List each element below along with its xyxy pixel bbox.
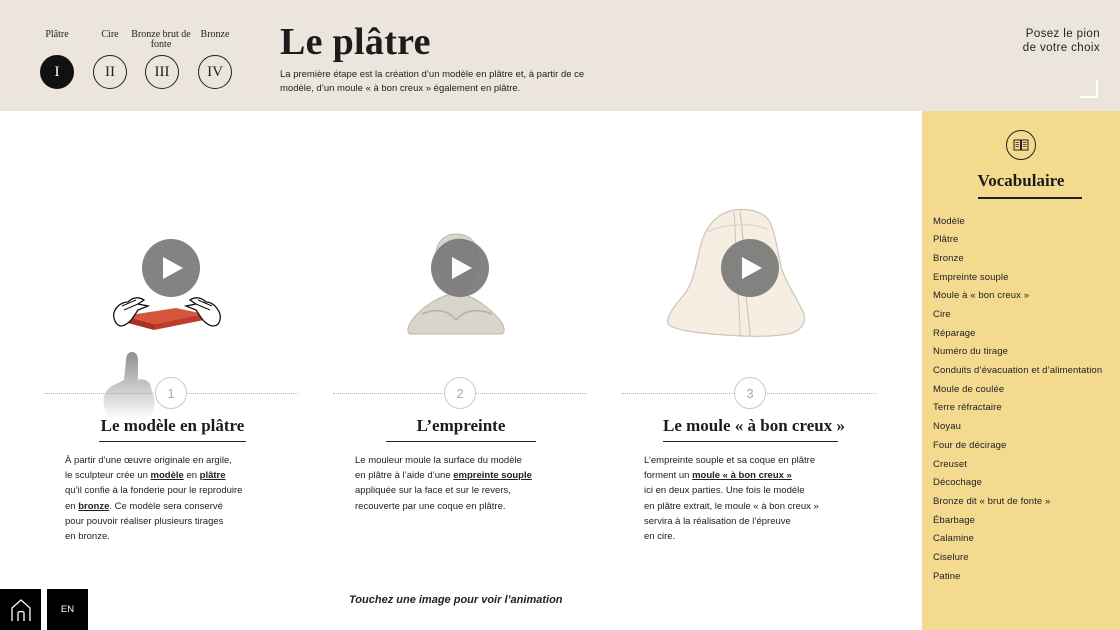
step-label-platre: Plâtre xyxy=(45,29,69,40)
vocabulary-panel xyxy=(922,111,1120,630)
pion-line-1: Posez le pion xyxy=(1025,28,1100,40)
step-button-bronze[interactable]: IV xyxy=(198,55,232,89)
text-line: qu’il confie à la fonderie pour le reproduire xyxy=(65,485,243,497)
pion-instruction xyxy=(1023,27,1100,55)
text-line: pour pouvoir réaliser plusieurs tirages xyxy=(65,515,224,527)
text-line: en bronze. Ce modèle sera conservé xyxy=(65,500,223,512)
vocab-link-modele[interactable]: modèle xyxy=(150,470,184,482)
step-label-bronze-brut: Bronze brut de fonte xyxy=(131,29,191,50)
process-steps xyxy=(40,30,240,92)
section-text-modele xyxy=(65,453,295,544)
vocab-item[interactable]: Décochage xyxy=(933,477,982,489)
text-line: en cire. xyxy=(644,531,676,543)
language-button[interactable]: EN xyxy=(47,589,88,630)
step-number-3: 3 xyxy=(734,377,766,409)
vocab-item[interactable]: Empreinte souple xyxy=(933,271,1009,283)
step-number-1: 1 xyxy=(155,377,187,409)
play-icon xyxy=(742,257,762,279)
play-icon xyxy=(452,257,472,279)
vocab-link-platre[interactable]: plâtre xyxy=(199,470,226,482)
section-text-empreinte xyxy=(355,453,595,514)
vocab-link-empreinte[interactable]: empreinte souple xyxy=(453,470,532,482)
vocab-item[interactable]: Creuset xyxy=(933,458,967,470)
page-title: Le plâtre xyxy=(280,21,431,63)
vocab-item[interactable]: Bronze xyxy=(933,252,964,264)
text-line: le sculpteur crée un modèle en plâtre xyxy=(65,470,226,482)
section-title-empreinte: L’empreinte xyxy=(386,416,536,442)
step-button-platre[interactable]: I xyxy=(40,55,74,89)
text-line: ici en deux parties. Une fois le modèle xyxy=(644,485,805,497)
vocab-item[interactable]: Noyau xyxy=(933,421,961,433)
text-line: recouverte par une coque en plâtre. xyxy=(355,500,506,512)
vocab-item[interactable]: Moule à « bon creux » xyxy=(933,290,1030,302)
play-button-moule[interactable] xyxy=(721,239,779,297)
vocab-item[interactable]: Ébarbage xyxy=(933,514,976,526)
pion-line-2: de votre choix xyxy=(1022,42,1100,54)
vocabulary-title: Vocabulaire xyxy=(977,171,1065,190)
step-number-2: 2 xyxy=(444,377,476,409)
text-line: forment un moule « à bon creux » xyxy=(644,470,792,482)
text-line: appliquée sur la face et sur le revers, xyxy=(355,485,511,497)
vocab-item[interactable]: Four de décirage xyxy=(933,439,1007,451)
header-bar xyxy=(0,0,1120,111)
vocab-item[interactable]: Patine xyxy=(933,570,961,582)
text-line: servira à la réalisation de l’épreuve xyxy=(644,515,791,527)
book-icon xyxy=(1006,130,1036,160)
section-title-moule: Le moule « à bon creux » xyxy=(663,416,838,442)
text-line: en plâtre à l’aide d’une empreinte souple xyxy=(355,470,532,482)
step-button-cire[interactable]: II xyxy=(93,55,127,89)
step-button-bronze-brut[interactable]: III xyxy=(145,55,179,89)
vocab-item[interactable]: Terre réfractaire xyxy=(933,402,1002,414)
home-icon xyxy=(10,598,32,622)
step-label-bronze: Bronze xyxy=(200,29,230,40)
vocab-item[interactable]: Numéro du tirage xyxy=(933,346,1008,358)
vocab-item[interactable]: Ciselure xyxy=(933,551,969,563)
vocabulary-list xyxy=(933,212,1113,586)
animation-hint: Touchez une image pour voir l’animation xyxy=(349,594,563,606)
vocab-item[interactable]: Conduits d’évacuation et d’alimentation xyxy=(933,365,1103,377)
page-intro: La première étape est la création d’un modèle en plâtre et, à partir de ce modèle, d’un moule « à bon creux » également en plâtre. xyxy=(280,69,585,94)
text-line: Le mouleur moule la surface du modèle xyxy=(355,455,522,466)
text-line: en bronze. xyxy=(65,531,110,543)
section-text-moule xyxy=(644,453,884,544)
vocab-link-moule[interactable]: moule « à bon creux » xyxy=(692,470,792,482)
vocab-item[interactable]: Bronze dit « brut de fonte » xyxy=(933,495,1051,507)
vocab-link-bronze[interactable]: bronze xyxy=(78,500,110,512)
home-button[interactable] xyxy=(0,589,41,630)
vocab-item[interactable]: Calamine xyxy=(933,533,974,545)
text-line: À partir d’une œuvre originale en argile, xyxy=(65,455,232,466)
text-line: L’empreinte souple et sa coque en plâtre xyxy=(644,455,816,466)
section-title-modele: Le modèle en plâtre xyxy=(99,416,246,442)
play-button-empreinte[interactable] xyxy=(431,239,489,297)
vocab-item[interactable]: Modèle xyxy=(933,215,965,227)
vocab-item[interactable]: Cire xyxy=(933,309,951,321)
vocab-item[interactable]: Moule de coulée xyxy=(933,383,1005,395)
play-icon xyxy=(163,257,183,279)
vocab-item[interactable]: Plâtre xyxy=(933,234,959,246)
text-line: en plâtre extrait, le moule « à bon creux » xyxy=(644,500,819,512)
step-label-cire: Cire xyxy=(101,29,119,40)
vocabulary-divider xyxy=(978,197,1082,199)
vocab-item[interactable]: Réparage xyxy=(933,327,976,339)
play-button-modele[interactable] xyxy=(142,239,200,297)
corner-marker-icon xyxy=(1080,80,1098,98)
